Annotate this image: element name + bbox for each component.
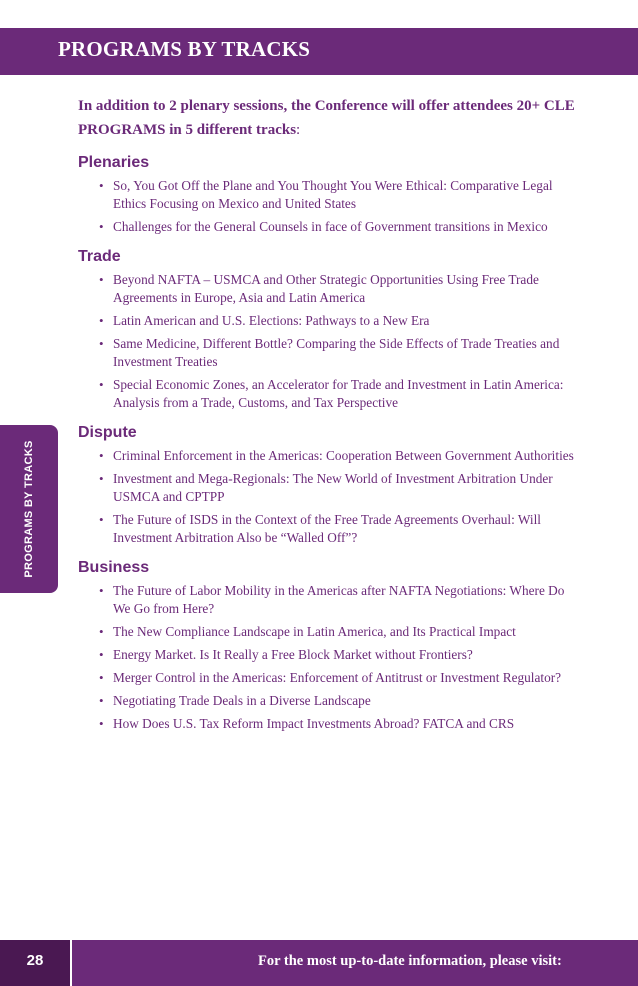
item-text: Negotiating Trade Deals in a Diverse Landscape — [113, 693, 371, 708]
item-text: How Does U.S. Tax Reform Impact Investments Abroad? FATCA and CRS — [113, 716, 515, 731]
list-item — [78, 669, 583, 687]
bullet-icon: • — [99, 512, 104, 527]
item-list — [78, 582, 598, 733]
item-list — [78, 271, 598, 412]
bullet-icon: • — [99, 272, 104, 287]
intro-paragraph — [78, 94, 588, 142]
list-item — [78, 623, 583, 641]
item-text: The Future of Labor Mobility in the Americas after NAFTA Negotiations: Where Do We Go from Here? — [113, 583, 565, 616]
side-tab — [0, 425, 58, 593]
list-item — [78, 218, 583, 236]
bullet-icon: • — [99, 624, 104, 639]
list-item — [78, 312, 583, 330]
section-title: Plenaries — [78, 154, 150, 171]
bullet-icon: • — [99, 693, 104, 708]
section-title: Dispute — [78, 424, 137, 441]
item-text: Beyond NAFTA – USMCA and Other Strategic Opportunities Using Free Trade Agreements in Europe, Asia and Latin America — [113, 272, 539, 305]
item-text: So, You Got Off the Plane and You Thought You Were Ethical: Comparative Legal Ethics Focusing on Mexico and United States — [113, 178, 553, 211]
section-business — [78, 557, 598, 733]
item-text: Criminal Enforcement in the Americas: Cooperation Between Government Authorities — [113, 448, 574, 463]
page-title: PROGRAMS BY TRACKS — [58, 37, 311, 61]
footer-bar — [0, 940, 638, 986]
section-title: Business — [78, 559, 150, 576]
item-text: Same Medicine, Different Bottle? Comparing the Side Effects of Trade Treaties and Investment Treaties — [113, 336, 560, 369]
item-text: Latin American and U.S. Elections: Pathways to a New Era — [113, 313, 430, 328]
list-item — [78, 582, 583, 618]
item-text: Energy Market. Is It Really a Free Block Market without Frontiers? — [113, 647, 473, 662]
bullet-icon: • — [99, 336, 104, 351]
bullet-icon: • — [99, 219, 104, 234]
section-plenaries — [78, 152, 598, 236]
item-list — [78, 447, 598, 547]
list-item — [78, 511, 583, 547]
content-area — [78, 94, 598, 743]
bullet-icon: • — [99, 377, 104, 392]
intro-colon: : — [296, 122, 301, 138]
section-trade — [78, 246, 598, 412]
list-item — [78, 470, 583, 506]
bullet-icon: • — [99, 448, 104, 463]
bullet-icon: • — [99, 471, 104, 486]
section-title: Trade — [78, 248, 121, 265]
list-item — [78, 177, 583, 213]
page-number-box — [0, 940, 72, 986]
bullet-icon: • — [99, 647, 104, 662]
item-text: The Future of ISDS in the Context of the Free Trade Agreements Overhaul: Will Investment Arbitration Also be “Walled Off”? — [113, 512, 541, 545]
list-item — [78, 715, 583, 733]
item-text: Challenges for the General Counsels in face of Government transitions in Mexico — [113, 219, 548, 234]
bullet-icon: • — [99, 716, 104, 731]
list-item — [78, 447, 583, 465]
bullet-icon: • — [99, 583, 104, 598]
bullet-icon: • — [99, 178, 104, 193]
bullet-icon: • — [99, 670, 104, 685]
item-text: Special Economic Zones, an Accelerator for Trade and Investment in Latin America: Analysis from a Trade, Customs, and Tax Perspective — [113, 377, 564, 410]
intro-text: In addition to 2 plenary sessions, the Conference will offer attendees 20+ CLE PROGRAMS in 5 different tracks — [78, 98, 575, 138]
item-text: The New Compliance Landscape in Latin America, and Its Practical Impact — [113, 624, 516, 639]
list-item — [78, 335, 583, 371]
footer-text: For the most up-to-date information, please visit: — [258, 953, 562, 969]
item-list — [78, 177, 598, 236]
list-item — [78, 646, 583, 664]
list-item — [78, 376, 583, 412]
header-bar — [0, 28, 638, 75]
bullet-icon: • — [99, 313, 104, 328]
side-tab-label: PROGRAMS BY TRACKS — [23, 440, 35, 578]
item-text: Merger Control in the Americas: Enforcement of Antitrust or Investment Regulator? — [113, 670, 562, 685]
item-text: Investment and Mega-Regionals: The New World of Investment Arbitration Under USMCA and CPTPP — [113, 471, 553, 504]
page-number: 28 — [26, 952, 44, 969]
list-item — [78, 271, 583, 307]
section-dispute — [78, 422, 598, 547]
list-item — [78, 692, 583, 710]
